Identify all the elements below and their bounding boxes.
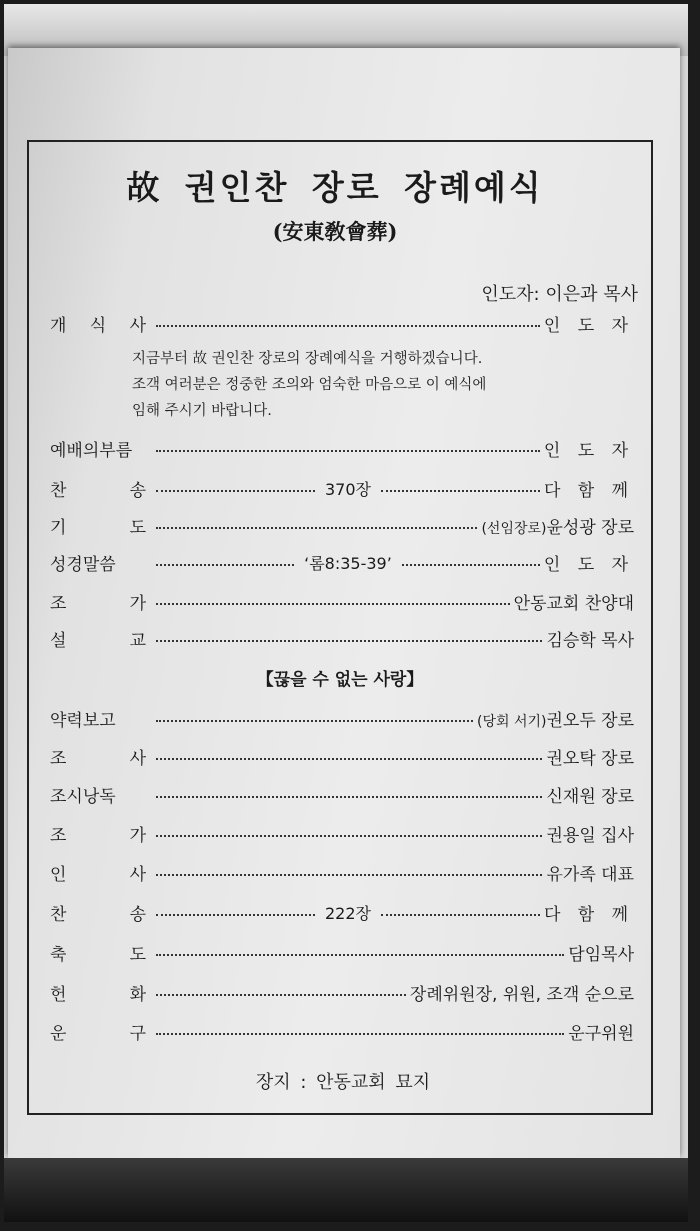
order-label: 찬 송 xyxy=(50,480,146,501)
order-row xyxy=(50,780,634,808)
order-label: 기 도 xyxy=(50,517,146,538)
order-label: 인 사 xyxy=(50,864,146,885)
dot-leader xyxy=(156,874,542,876)
dot-leader xyxy=(381,490,540,492)
dot-leader xyxy=(381,914,540,916)
order-label: 예배의부름 xyxy=(50,440,133,461)
order-detail: ‘롬8:35-39’ xyxy=(304,553,392,573)
order-row xyxy=(50,742,634,770)
order-row xyxy=(50,858,634,886)
order-label: 성경말씀 xyxy=(50,554,116,575)
order-value: (당회 서기)권오두 장로 xyxy=(477,710,634,731)
dot-leader xyxy=(402,564,540,566)
order-row xyxy=(50,624,634,652)
order-value-prefix: (선임장로) xyxy=(481,520,547,537)
order-row xyxy=(50,704,634,732)
order-label: 조 가 xyxy=(50,593,146,614)
order-label: 운 구 xyxy=(50,1023,146,1044)
dot-leader xyxy=(156,954,564,956)
order-value: 김승학 목사 xyxy=(546,630,634,651)
opening-text-line: 지금부터 故 권인찬 장로의 장례예식을 거행하겠습니다. xyxy=(132,351,483,367)
order-value: 신재원 장로 xyxy=(546,786,634,807)
program-subtitle: (安東敎會葬) xyxy=(272,219,398,244)
order-value: 유가족 대표 xyxy=(546,864,634,885)
order-value: 인 도 자 xyxy=(543,440,634,461)
order-value: 담임목사 xyxy=(568,944,634,965)
opening-text xyxy=(132,346,592,424)
order-label: 조시낭독 xyxy=(50,786,116,807)
dot-leader xyxy=(156,835,542,837)
dot-leader xyxy=(156,796,542,798)
order-value: 장례위원장, 위원, 조객 순으로 xyxy=(409,984,634,1005)
dot-leader xyxy=(156,994,406,996)
order-value: 다 함 께 xyxy=(543,904,635,925)
order-value: 권오탁 장로 xyxy=(546,748,634,769)
order-label: 설 교 xyxy=(50,630,146,651)
order-value: 안동교회 찬양대 xyxy=(513,593,634,614)
dot-leader xyxy=(156,325,540,327)
order-label: 개 식 사 xyxy=(50,315,146,336)
order-label: 축 도 xyxy=(50,944,146,965)
order-row xyxy=(50,474,634,502)
order-row xyxy=(50,434,634,462)
order-detail: 222장 xyxy=(324,903,371,923)
order-value-prefix: (당회 서기) xyxy=(477,713,547,730)
order-value: 다 함 께 xyxy=(543,480,635,501)
order-row xyxy=(50,1017,634,1045)
order-row xyxy=(50,587,634,615)
dot-leader xyxy=(156,758,542,760)
order-value: 인 도 자 xyxy=(543,554,634,575)
order-value: 권용일 집사 xyxy=(546,825,634,846)
order-row xyxy=(50,938,634,966)
program-title: 故 권인찬 장로 장례예식 xyxy=(126,168,544,207)
order-row xyxy=(50,819,634,847)
order-value: (선임장로)윤성광 장로 xyxy=(481,517,634,538)
order-row xyxy=(50,548,634,576)
dot-leader xyxy=(156,450,540,452)
dot-leader xyxy=(156,527,477,529)
order-value: 운구위원 xyxy=(568,1023,634,1044)
order-row xyxy=(50,511,634,539)
dot-leader xyxy=(156,914,315,916)
officiant: 인도자: 이은과 목사 xyxy=(481,284,638,305)
order-label: 약력보고 xyxy=(50,710,116,731)
order-row xyxy=(50,978,634,1006)
dot-leader xyxy=(156,490,315,492)
opening-text-line: 조객 여러분은 정중한 조의와 엄숙한 마음으로 이 예식에 xyxy=(132,377,487,393)
dot-leader xyxy=(156,564,294,566)
order-row-opening xyxy=(50,309,634,337)
order-row xyxy=(50,898,634,926)
order-label: 헌 화 xyxy=(50,984,146,1005)
order-value: 인 도 자 xyxy=(543,315,634,336)
table-surface xyxy=(4,1158,688,1222)
order-label: 조 가 xyxy=(50,825,146,846)
dot-leader xyxy=(156,640,542,642)
sermon-title: 【끊을 수 없는 사랑】 xyxy=(256,670,424,690)
order-detail: 370장 xyxy=(324,479,371,499)
dot-leader xyxy=(156,1033,564,1035)
order-label: 찬 송 xyxy=(50,904,146,925)
burial-place: 장지 : 안동교회 묘지 xyxy=(255,1072,431,1093)
opening-text-line: 임해 주시기 바랍니다. xyxy=(132,403,272,419)
dot-leader xyxy=(156,720,473,722)
order-label: 조 사 xyxy=(50,748,146,769)
dot-leader xyxy=(156,603,510,605)
